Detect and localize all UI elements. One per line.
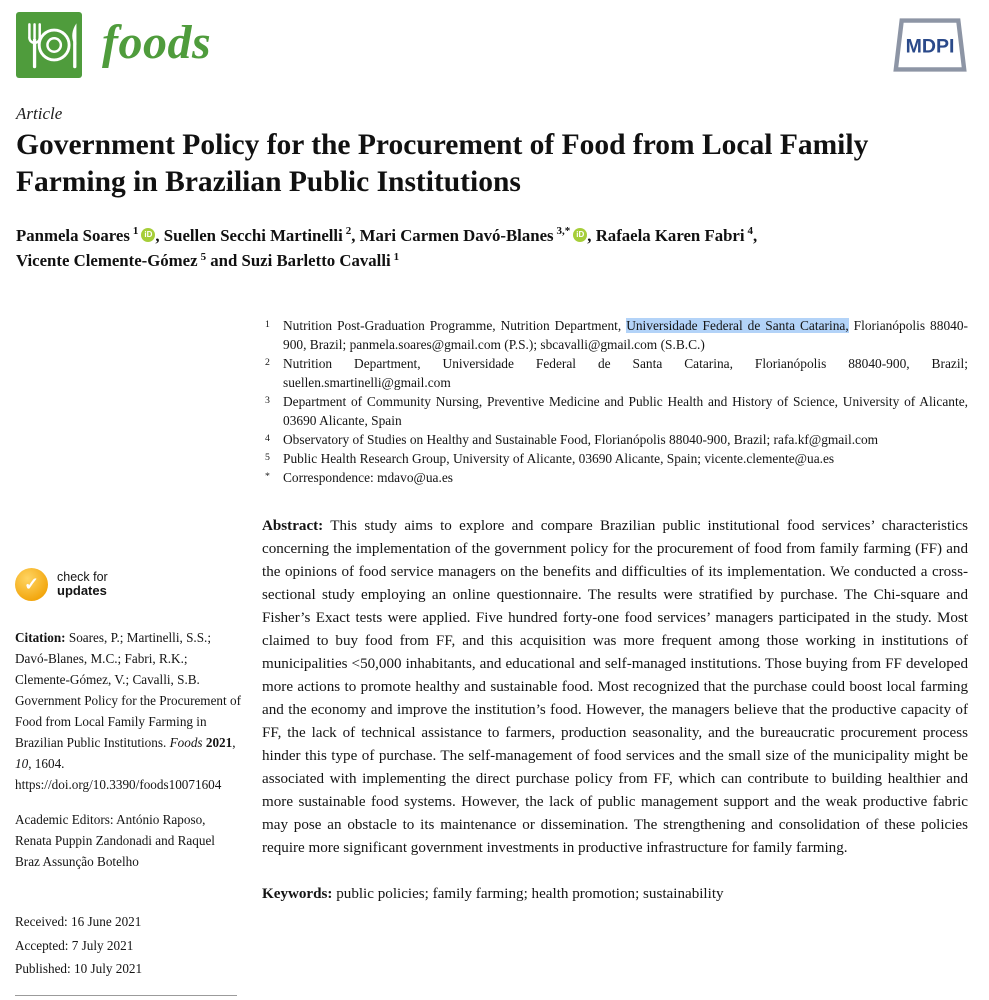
affiliation-number: 3: [265, 395, 270, 406]
academic-editors-label: Academic Editors:: [15, 812, 114, 827]
received-value: 16 June 2021: [71, 914, 142, 929]
author-separator: and: [206, 251, 242, 271]
selected-text-highlight: Universidade Federal de Santa Catarina,: [626, 318, 849, 333]
affiliation-number: *: [265, 471, 270, 482]
citation-body: Soares, P.; Martinelli, S.S.; Davó-Blanes, M.C.; Fabri, R.K.; Clemente-Gómez, V.; Cavalli, S.B. Government Policy for the Procurement of Food from Local Family Farming in Brazilian Public Institutions.: [15, 630, 241, 750]
check-badge-line1: check for: [57, 569, 108, 584]
academic-editors-block: [15, 809, 241, 872]
author-sup: 1: [132, 225, 139, 238]
check-icon: ✓: [15, 568, 48, 601]
affiliation-number: 2: [265, 357, 270, 368]
author-separator: ,: [587, 226, 596, 245]
keywords: [262, 886, 968, 903]
mdpi-wordmark: MDPI: [905, 35, 955, 58]
keywords-text: public policies; family farming; health promotion; sustainability: [336, 886, 724, 902]
check-for-updates-badge[interactable]: [15, 568, 145, 601]
right-column: [262, 316, 968, 903]
foods-logo: [16, 12, 82, 78]
affiliation-item: [262, 316, 968, 354]
citation-block: [15, 627, 241, 795]
citation-pages: , 1604.: [28, 756, 65, 771]
affiliation-item: [262, 354, 968, 392]
citation-journal: Foods: [169, 735, 203, 750]
citation-volume: 10: [15, 756, 29, 771]
affiliations: [262, 316, 968, 487]
author: [16, 251, 242, 270]
accepted-value: 7 July 2021: [71, 937, 134, 953]
author-sup: 3,*: [556, 225, 571, 238]
author-name: Rafaela Karen Fabri: [595, 226, 745, 245]
history-dates: [15, 910, 241, 981]
mdpi-logo: [889, 15, 971, 75]
article-title: Government Policy for the Procurement of Food from Local Family Farming in Brazilian Public Institutions: [16, 129, 869, 198]
author-sup: 5: [200, 250, 207, 263]
citation-year: 2021: [205, 735, 233, 750]
doi-link[interactable]: https://doi.org/10.3390/foods10071604: [15, 777, 222, 792]
orcid-icon[interactable]: iD: [141, 228, 155, 242]
sidebar: [15, 568, 241, 981]
cutlery-plate-icon: [16, 12, 82, 78]
affiliation-text: Florianópolis 88040-900, Brazil; panmela.soares@gmail.com (P.S.); sbcavalli@gmail.com (S.B.C.): [283, 318, 968, 352]
affiliation-text: Correspondence: mdavo@ua.es: [283, 470, 453, 485]
published-value: 10 July 2021: [73, 961, 143, 976]
author-name: Suzi Barletto Cavalli: [241, 251, 391, 271]
affiliation-item: [262, 449, 968, 468]
author-name: Vicente Clemente-Gómez: [16, 251, 198, 271]
author-name: Mari Carmen Davó-Blanes: [359, 226, 554, 245]
keywords-label: Keywords:: [262, 886, 333, 902]
affiliation-text: Observatory of Studies on Healthy and Sustainable Food, Florianópolis 88040-900, Brazil; rafa.kf@gmail.com: [283, 432, 879, 447]
journal-header: [16, 12, 973, 80]
academic-editors-names: António Raposo, Renata Puppin Zandonadi and Raquel Braz Assunção Botelho: [15, 812, 215, 869]
author: [596, 226, 758, 245]
abstract: [262, 515, 968, 860]
author-sup: 4: [747, 225, 754, 238]
affiliation-text: Nutrition Department, Universidade Federal de Santa Catarina, Florianópolis 88040-900, Brazil; suellen.smartinelli@gmail.com: [283, 356, 968, 390]
knife-blade: [72, 23, 76, 45]
affiliation-item: [262, 392, 968, 430]
check-badge-line2: updates: [57, 583, 107, 599]
left-column-divider: [15, 995, 237, 996]
author-separator: ,: [351, 226, 360, 245]
affiliation-item: [262, 430, 968, 449]
journal-name: foods: [102, 16, 212, 69]
check-badge-text: [57, 570, 108, 599]
author: [164, 226, 360, 245]
citation-separator: ,: [232, 735, 236, 750]
author: [242, 251, 400, 270]
orcid-icon[interactable]: iD: [573, 228, 587, 242]
author: [16, 226, 164, 245]
author-name: Panmela Soares: [16, 226, 130, 245]
authors-line: [16, 223, 966, 273]
affiliation-number: 4: [265, 433, 270, 444]
affiliation-text: Department of Community Nursing, Preventive Medicine and Public Health and History of Science, University of Alicante, 03690 Alicante, Spain: [283, 394, 968, 428]
published-label: Published:: [15, 961, 71, 976]
published-date: [15, 957, 241, 981]
affiliation-number: 1: [265, 319, 270, 330]
author-sup: 1: [393, 250, 400, 263]
author-separator: ,: [155, 226, 164, 245]
citation-label: Citation:: [15, 630, 66, 645]
accepted-date: [15, 934, 241, 958]
author-name: Suellen Secchi Martinelli: [163, 226, 343, 245]
abstract-label: Abstract:: [262, 518, 324, 534]
affiliation-text: Nutrition Post-Graduation Programme, Nutrition Department,: [283, 318, 627, 333]
affiliation-item correspondence: [262, 468, 968, 487]
accepted-label: Accepted:: [15, 937, 69, 953]
author-separator: ,: [753, 226, 758, 245]
affiliation-number: 5: [265, 452, 270, 463]
abstract-text: This study aims to explore and compare Brazilian public institutional food services’ characteristics concerning the implementation of the government policy for the procurement of food from family farming (FF) and the opinions of food service managers on the benefits and difficulties of its implementation. We conducted a cross-sectional study employing an online questionnaire. The results were stratified by purchase. The Chi-square and Fisher’s Exact tests were applied. Five hundred forty-one food services’ managers participated in the study. Most claimed to buy food from FF, and this acquisition was more frequent among those working in institutions of municipalities <50,000 inhabitants, and educational and self-managed institutions. Those buying from FF developed more actions to promote healthy and sustainable food. Most recognized that the purchase could boost local farming and the economy and improve the institution’s food. However, the managers believe that the productive capacity of FF, the lack of technical assistance to farmers, production seasonality, and the bureaucratic procurement process hinder this type of purchase. The self-management of food services and the small size of the municipality might be associated with implementing the direct purchase policy from FF, which can contribute to building healthier and more sustainable food systems. However, the lack of public management support and the weak productive fabric may pose an obstacle to its maintenance or dissemination. The strengthening and consolidation of these policies require more significant government investments in productive infrastructure for family farming.: [262, 518, 968, 856]
received-label: Received:: [15, 914, 68, 929]
affiliation-text: Public Health Research Group, University of Alicante, 03690 Alicante, Spain; vicente.clemente@ua.es: [283, 451, 835, 466]
author-sup: 2: [345, 225, 352, 238]
received-date: [15, 910, 241, 934]
article-type-label: Article: [16, 104, 63, 123]
author: [360, 226, 596, 245]
